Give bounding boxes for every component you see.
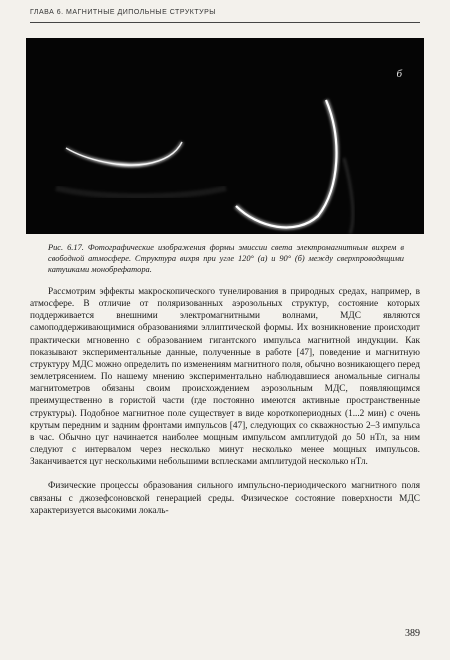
- paragraph-2: Физические процессы образования сильного импульсно-периодического магнитного поля связаны с джозефсоновской генерацией среды. Физическое состояние поверхности МДС характеризуется высокими локаль-: [30, 481, 420, 516]
- figure-caption: Рис. 6.17. Фотографические изображения формы эмиссии света электромагнитным вихрем в свободной атмосфере. Структура вихря при угле 120° (а) и 90° (б) между сверхпроводящими катушками монобрефатора.: [48, 243, 404, 274]
- panel-b-label: б: [396, 68, 402, 80]
- emission-arc-right: [236, 100, 336, 227]
- figure-photo: [26, 38, 424, 234]
- body-text: [30, 286, 420, 529]
- header-rule: [30, 22, 420, 23]
- paragraph-1: Рассмотрим эффекты макроскопического тунелирования в природных средах, например, в атмосфере. В отличие от поляризованных аэрозольных структур, состояние которых поддерживается внешними электромагнитными волнами, МДС являются самоподдерживающимися образованиями эллиптической формы. Их возникновение происходит практически мгновенно с образованием гигантского импульса магнитной индукции. Как показывают экспериментальные данные, полученные в работе [47], поведение и магнитную структуру МДС можно определить по изменениям магнитного поля, обычно возникающего перед землетрясением. По нашему мнению экспериментально наблюдавшиеся аномальные сигналы магнитометров обязаны своим происхождением аэрозольным МДС, появляющимся преимущественно в гористой части (где постоянно имеются активные пространственные структуры). Подобное магнитное поле существует в виде короткопериодных (1...2 мин) с очень крутым передним и задним фронтами импульсов [47], следующих со скважностью 2–3 импульса в час. Обычно цуг начинается наиболее мощным импульсом амплитудой до 50 нТл, за ним следуют с интервалом через несколько минут несколько менее мощных импульсов. Заканчивается цуг несколькими небольшими всплесками амплитудой несколько нТл.: [30, 287, 420, 468]
- vortex-emission-image: [26, 38, 424, 234]
- emission-arc-left: [66, 142, 182, 165]
- running-head: ГЛАВА 6. МАГНИТНЫЕ ДИПОЛЬНЫЕ СТРУКТУРЫ: [30, 9, 216, 16]
- page-number: 389: [405, 628, 420, 639]
